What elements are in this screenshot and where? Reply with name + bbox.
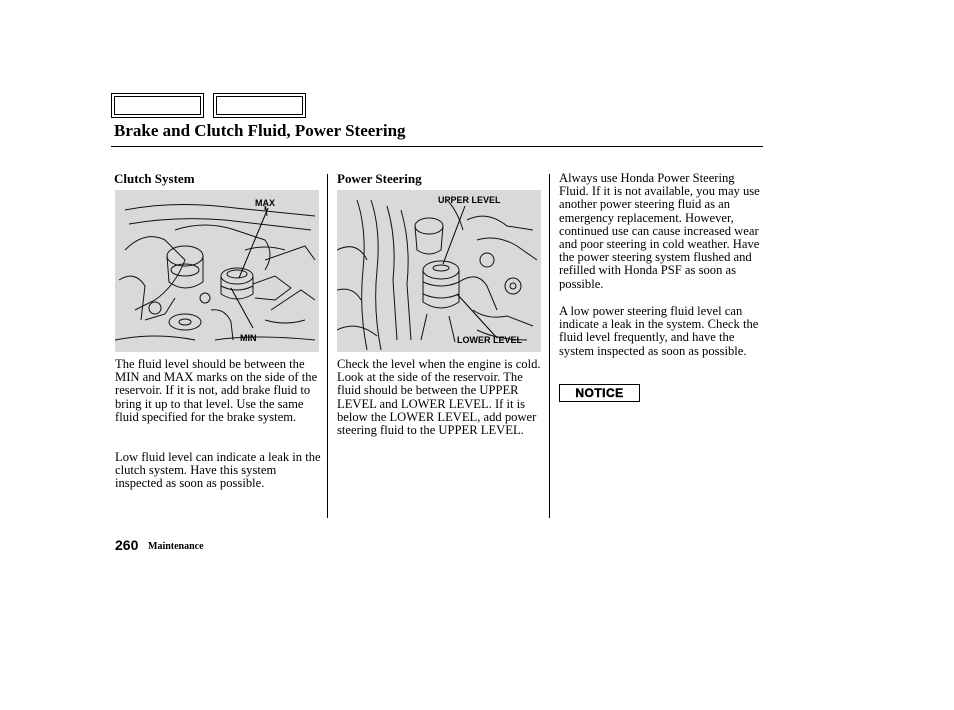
lower-level-callout: LOWER LEVEL xyxy=(457,335,522,345)
power-steering-reservoir-drawing xyxy=(337,190,541,352)
nav-tab-box-2 xyxy=(213,93,306,118)
section-name: Maintenance xyxy=(148,541,204,552)
page-number: 260 xyxy=(115,537,139,553)
clutch-system-heading: Clutch System xyxy=(114,171,195,186)
column-divider-1 xyxy=(327,174,328,518)
clutch-check-paragraph: The fluid level should be between the MIN and MAX marks on the side of the reservoir. If it is not, add brake fluid to bring it up to that level. Use the same fluid specified for the brake system. xyxy=(115,357,318,424)
column-divider-2 xyxy=(549,174,550,518)
power-steering-reservoir-illustration xyxy=(337,190,541,352)
max-level-callout: MAX xyxy=(255,198,275,208)
clutch-reservoir-illustration xyxy=(115,190,319,352)
notice-label: NOTICE xyxy=(575,386,624,400)
power-steering-leak-paragraph: A low power steering fluid level can indicate a leak in the system. Check the fluid level frequently, and have the system inspected as soon as possible. xyxy=(559,304,759,358)
page-title: Brake and Clutch Fluid, Power Steering xyxy=(114,121,406,140)
notice-badge xyxy=(559,384,640,402)
clutch-leak-paragraph: Low fluid level can indicate a leak in the clutch system. Have this system inspected as soon as possible. xyxy=(115,450,321,491)
nav-tab-box-1 xyxy=(111,93,204,118)
clutch-reservoir-drawing xyxy=(115,190,319,352)
title-divider xyxy=(111,146,763,147)
power-steering-check-paragraph: Check the level when the engine is cold. Look at the side of the reservoir. The fluid should be between the UPPER LEVEL and LOWER LEVEL. If it is below the LOWER LEVEL, add power steering fluid to the UPPER LEVEL. xyxy=(337,357,541,438)
min-level-callout: MIN xyxy=(240,333,257,343)
power-steering-heading: Power Steering xyxy=(337,171,422,186)
power-steering-fluid-paragraph: Always use Honda Power Steering Fluid. If it is not available, you may use another power steering fluid as an emergency replacement. However, continued use can cause increased wear and poor steering in cold weather. Have the power steering system flushed and refilled with Honda PSF as soon as possible. xyxy=(559,171,760,291)
upper-level-callout: UPPER LEVEL xyxy=(438,195,501,205)
